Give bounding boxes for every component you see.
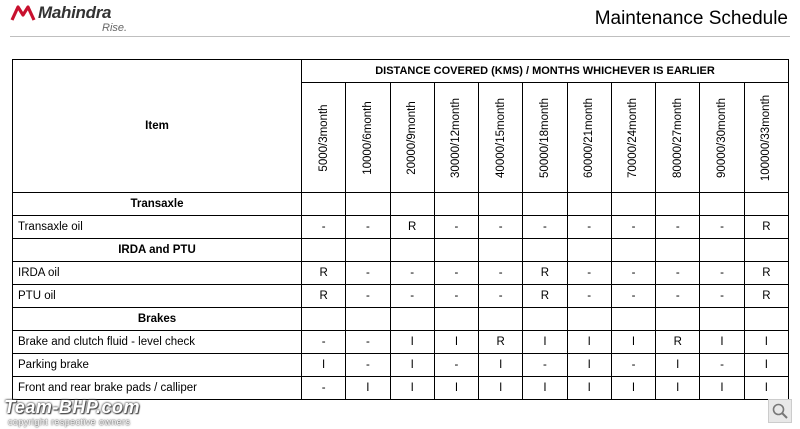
schedule-cell: - [656,262,700,285]
schedule-cell: I [744,354,788,377]
page-title: Maintenance Schedule [594,8,788,29]
schedule-cell: I [434,331,478,354]
interval-header [390,83,434,193]
interval-label: 20000/9month [406,100,419,175]
interval-header [656,83,700,193]
empty-cell [390,239,434,262]
schedule-cell: I [390,354,434,377]
interval-header [611,83,655,193]
header-row [13,60,789,83]
schedule-cell: - [346,216,390,239]
schedule-cell: R [656,331,700,354]
schedule-cell: I [611,377,655,400]
empty-cell [479,308,523,331]
schedule-cell: - [346,285,390,308]
schedule-cell: - [700,216,744,239]
table-row [13,216,789,239]
empty-cell [346,308,390,331]
schedule-cell: - [656,216,700,239]
interval-label: 80000/27month [671,97,684,178]
empty-cell [700,193,744,216]
empty-cell [302,193,346,216]
schedule-cell: R [390,216,434,239]
empty-cell [611,239,655,262]
interval-label: 100000/33month [760,94,773,181]
interval-label: 30000/12month [450,97,463,178]
interval-label: 50000/18month [538,97,551,178]
section-row [13,239,789,262]
schedule-cell: R [744,262,788,285]
table-row [13,331,789,354]
schedule-cell: I [700,377,744,400]
interval-header [346,83,390,193]
table-row [13,354,789,377]
interval-header [567,83,611,193]
schedule-cell: - [434,216,478,239]
schedule-cell: - [434,285,478,308]
interval-header [479,83,523,193]
schedule-cell: - [700,285,744,308]
schedule-cell: I [656,377,700,400]
interval-header [700,83,744,193]
schedule-cell: - [346,262,390,285]
empty-cell [479,239,523,262]
schedule-cell: - [434,354,478,377]
row-label: Brake and clutch fluid - level check [13,331,302,354]
empty-cell [523,193,567,216]
schedule-cell: - [700,262,744,285]
mahindra-logo [10,4,150,38]
section-title: IRDA and PTU [13,239,302,262]
schedule-cell: - [567,262,611,285]
zoom-button[interactable] [768,399,792,423]
empty-cell [611,193,655,216]
item-column-header: Item [13,60,302,193]
schedule-cell: R [744,216,788,239]
schedule-cell: - [523,216,567,239]
empty-cell [523,239,567,262]
empty-cell [656,239,700,262]
interval-header [434,83,478,193]
empty-cell [479,193,523,216]
section-title: Brakes [13,308,302,331]
schedule-cell: I [302,354,346,377]
schedule-cell: - [611,354,655,377]
empty-cell [700,239,744,262]
schedule-cell: I [346,377,390,400]
schedule-cell: I [523,377,567,400]
empty-cell [656,193,700,216]
schedule-cell: R [523,285,567,308]
empty-cell [611,308,655,331]
interval-label: 40000/15month [494,97,507,178]
empty-cell [346,239,390,262]
schedule-cell: I [567,331,611,354]
schedule-cell: - [656,285,700,308]
empty-cell [567,308,611,331]
schedule-cell: I [744,331,788,354]
schedule-cell: I [567,354,611,377]
empty-cell [567,239,611,262]
interval-label: 60000/21month [583,97,596,178]
empty-cell [744,193,788,216]
interval-header [744,83,788,193]
watermark-subtext: copyright respective owners [8,417,131,427]
mahindra-logo-icon [10,4,36,24]
schedule-cell: - [523,354,567,377]
interval-label: 10000/6month [361,100,374,175]
empty-cell [434,193,478,216]
schedule-cell: - [567,285,611,308]
schedule-cell: - [479,216,523,239]
empty-cell [744,308,788,331]
empty-cell [523,308,567,331]
empty-cell [302,239,346,262]
schedule-cell: - [346,331,390,354]
schedule-cell: I [390,331,434,354]
interval-label: 90000/30month [716,97,729,178]
schedule-cell: I [611,331,655,354]
empty-cell [656,308,700,331]
header-divider [10,36,790,37]
empty-cell [744,239,788,262]
schedule-cell: - [346,354,390,377]
schedule-cell: - [567,216,611,239]
schedule-cell: - [611,262,655,285]
section-title: Transaxle [13,193,302,216]
table-row [13,285,789,308]
schedule-cell: - [434,262,478,285]
schedule-cell: - [700,354,744,377]
schedule-cell: R [744,285,788,308]
schedule-cell: - [390,262,434,285]
brand-tagline: Rise. [102,22,128,34]
empty-cell [346,193,390,216]
schedule-cell: R [302,262,346,285]
schedule-cell: I [390,377,434,400]
row-label: PTU oil [13,285,302,308]
section-row [13,193,789,216]
interval-label: 5000/3month [317,103,330,172]
interval-header [302,83,346,193]
row-label: IRDA oil [13,262,302,285]
watermark-text: Team-BHP.com [4,397,141,417]
schedule-cell: R [479,331,523,354]
schedule-cell: - [390,285,434,308]
empty-cell [434,239,478,262]
empty-cell [567,193,611,216]
schedule-cell: - [302,331,346,354]
maintenance-table [12,59,789,400]
section-row [13,308,789,331]
row-label: Transaxle oil [13,216,302,239]
schedule-cell: I [567,377,611,400]
empty-cell [390,308,434,331]
schedule-cell: - [302,216,346,239]
schedule-cell: R [302,285,346,308]
schedule-cell: I [656,354,700,377]
empty-cell [434,308,478,331]
schedule-cell: - [611,285,655,308]
schedule-cell: - [611,216,655,239]
distance-group-header: DISTANCE COVERED (KMS) / MONTHS WHICHEVER IS EARLIER [302,60,789,83]
interval-header [523,83,567,193]
interval-label: 70000/24month [627,97,640,178]
schedule-cell: - [302,377,346,400]
schedule-cell: I [479,377,523,400]
empty-cell [700,308,744,331]
watermark [4,392,204,428]
row-label: Parking brake [13,354,302,377]
schedule-cell: I [434,377,478,400]
schedule-cell: I [479,354,523,377]
schedule-cell: - [479,285,523,308]
brand-name: Mahindra [38,3,112,22]
table-row [13,262,789,285]
empty-cell [390,193,434,216]
schedule-cell: R [523,262,567,285]
zoom-icon [769,400,791,422]
schedule-cell: I [744,377,788,400]
schedule-cell: I [700,331,744,354]
row-label: Front and rear brake pads / calliper [13,377,302,400]
schedule-cell: I [523,331,567,354]
empty-cell [302,308,346,331]
schedule-cell: - [479,262,523,285]
